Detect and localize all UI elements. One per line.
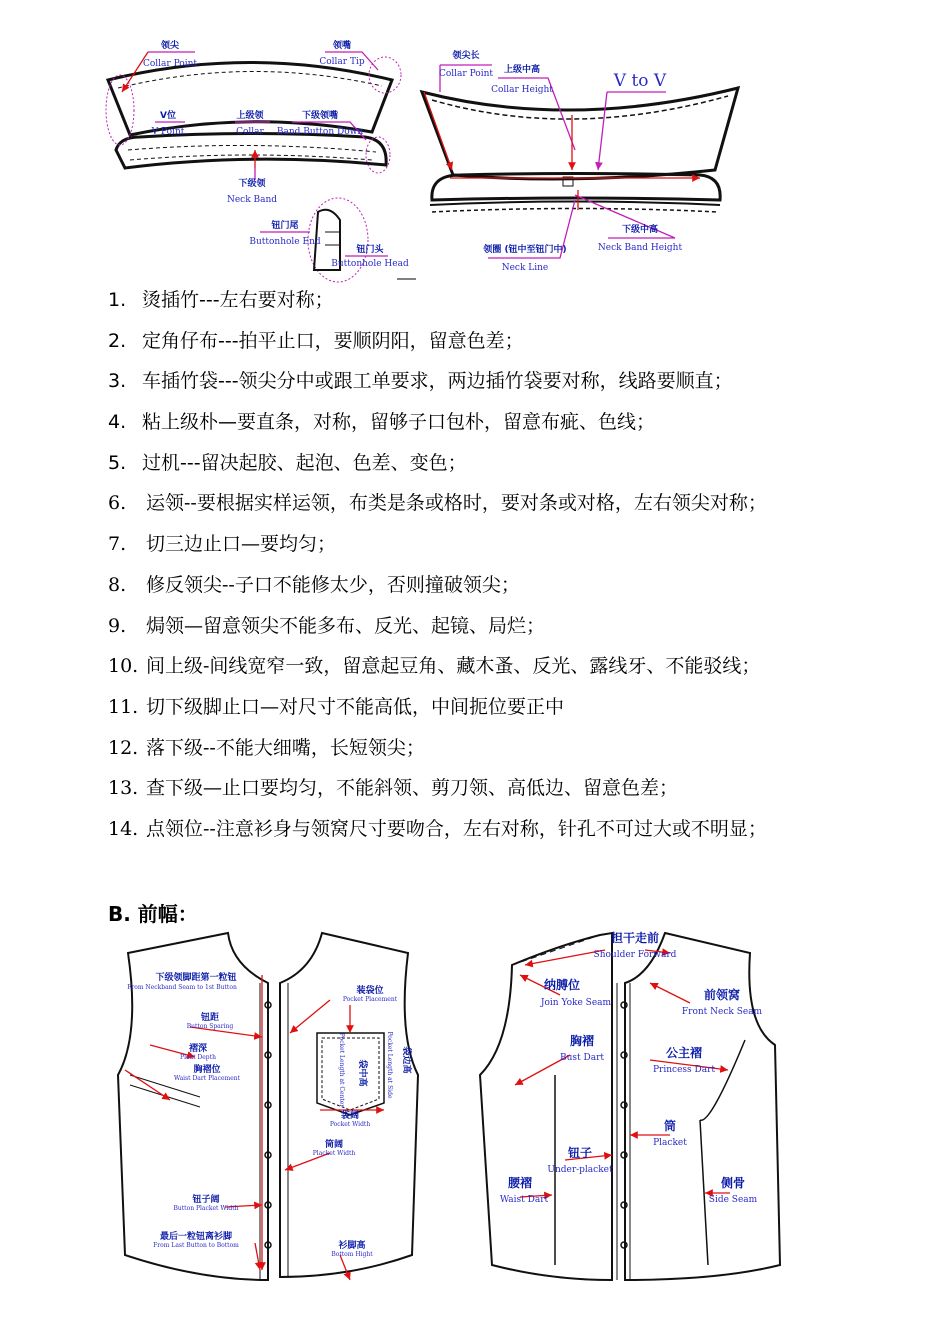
svg-text:Shoulder Forward: Shoulder Forward [593, 950, 677, 960]
step-text: 焗领—留意领尖不能多布、反光、起镜、局烂； [146, 614, 546, 637]
step-number: 1. [108, 289, 127, 311]
svg-text:袋中高: 袋中高 [357, 1059, 367, 1087]
svg-text:下级中高: 下级中高 [621, 225, 659, 235]
step-text: 定角仔布---拍平止口，要顺阴阳，留意色差； [142, 329, 524, 352]
svg-text:Pocket Width: Pocket Width [329, 1121, 371, 1128]
svg-text:From Neckband Seam to 1st Butt: From Neckband Seam to 1st Button [127, 984, 237, 991]
step-item [108, 570, 938, 611]
step-text: 修反领尖--子口不能修太少，否则撞破领尖； [146, 573, 520, 596]
step-item [108, 326, 938, 367]
step-number: 14. [108, 817, 139, 840]
svg-text:Pocket Length at Center: Pocket Length at Center [338, 1032, 345, 1108]
svg-text:筒: 筒 [663, 1119, 677, 1133]
step-text: 粘上级朴—要直条，对称，留够子口包朴，留意布疵、色线； [142, 411, 656, 434]
svg-text:Button Sparing: Button Sparing [186, 1023, 234, 1030]
step-number: 7. [108, 533, 127, 556]
step-item [108, 611, 938, 652]
step-text: 烫插竹---左右要对称； [142, 289, 334, 311]
step-text: 车插竹袋---领尖分中或跟工单要求，两边插竹袋要对称，线路要顺直； [142, 370, 733, 393]
svg-text:领尖长: 领尖长 [452, 51, 480, 61]
svg-text:Collar Point: Collar Point [143, 59, 197, 69]
svg-text:Collar: Collar [236, 127, 264, 137]
svg-text:Waist Dart Placement: Waist Dart Placement [173, 1075, 241, 1082]
svg-text:领嘴: 领嘴 [332, 41, 352, 51]
left-collar-leaders [122, 52, 388, 256]
step-item [108, 692, 938, 733]
svg-text:上级领: 上级领 [236, 111, 264, 121]
step-text: 落下级--不能大细嘴，长短领尖； [146, 736, 425, 759]
svg-text:Band Button Down: Band Button Down [276, 127, 364, 137]
svg-text:最后一粒钮离衫脚: 最后一粒钮离衫脚 [159, 1232, 233, 1242]
step-item [108, 407, 938, 448]
svg-text:装袋位: 装袋位 [356, 986, 384, 996]
svg-text:Button Placket Width: Button Placket Width [173, 1205, 239, 1212]
left-front-labels [127, 971, 413, 1258]
svg-text:Front Neck Seam: Front Neck Seam [681, 1007, 763, 1017]
step-item [108, 448, 938, 489]
svg-text:Princess Dart: Princess Dart [653, 1065, 715, 1075]
step-text: 查下级—止口要均匀，不能斜领、剪刀领、高低边、留意色差； [146, 777, 679, 800]
svg-text:下级领脚距第一粒钮: 下级领脚距第一粒钮 [155, 973, 237, 983]
step-number: 11. [108, 695, 139, 718]
step-item [108, 733, 938, 774]
step-number: 4. [108, 411, 127, 434]
step-item [108, 285, 938, 326]
svg-text:Neck Line: Neck Line [501, 263, 549, 273]
step-text: 点领位--注意衫身与领窝尺寸要吻合，左右对称，针孔不可过大或不明显； [146, 817, 767, 840]
step-number: 13. [108, 777, 139, 800]
step-item [108, 366, 938, 407]
step-number: 9. [108, 614, 127, 637]
svg-text:钮子阔: 钮子阔 [192, 1195, 220, 1205]
svg-text:袋边高: 袋边高 [401, 1046, 411, 1074]
svg-text:公主褶: 公主褶 [665, 1046, 703, 1060]
front-panel-diagram [0, 925, 950, 1344]
right-collar-labels [439, 49, 682, 273]
right-front-labels [500, 930, 763, 1205]
svg-text:Pocket Placement: Pocket Placement [342, 996, 398, 1003]
svg-text:衫脚高: 衫脚高 [338, 1241, 366, 1251]
svg-text:V Point: V Point [151, 127, 185, 137]
svg-text:钮距: 钮距 [200, 1013, 220, 1023]
svg-text:Buttonhole End: Buttonhole End [249, 237, 321, 247]
svg-text:Pleat Depth: Pleat Depth [180, 1054, 216, 1061]
svg-text:下级领嘴: 下级领嘴 [301, 111, 339, 121]
svg-text:筒阔: 筒阔 [324, 1140, 344, 1150]
svg-text:Neck Band Height: Neck Band Height [597, 243, 683, 253]
svg-text:领圈 (钮中至钮门中): 领圈 (钮中至钮门中) [483, 245, 567, 255]
svg-text:侧骨: 侧骨 [720, 1176, 746, 1190]
svg-text:Placket Width: Placket Width [312, 1150, 356, 1157]
svg-text:Under-placket: Under-placket [547, 1165, 613, 1175]
svg-text:腰褶: 腰褶 [507, 1176, 533, 1190]
svg-text:下级领: 下级领 [238, 179, 266, 189]
step-text: 过机---留决起胶、起泡、色差、变色； [142, 451, 467, 474]
right-collar-leaders [424, 65, 700, 258]
svg-text:Placket: Placket [653, 1138, 687, 1148]
svg-text:Collar Height: Collar Height [491, 85, 553, 95]
step-number: 8. [108, 573, 127, 596]
svg-text:Pocket Length at Side: Pocket Length at Side [386, 1031, 393, 1099]
svg-text:担干走前: 担干走前 [610, 931, 660, 945]
svg-text:Join Yoke Seam: Join Yoke Seam [540, 998, 612, 1008]
svg-text:纳膊位: 纳膊位 [543, 978, 581, 992]
collar-diagram [0, 0, 950, 285]
step-item [108, 814, 938, 855]
svg-text:Bust Dart: Bust Dart [559, 1053, 605, 1063]
svg-text:Buttonhole Head: Buttonhole Head [331, 259, 409, 269]
svg-text:上级中高: 上级中高 [503, 65, 541, 75]
step-number: 2. [108, 329, 127, 352]
svg-text:Collar Tip: Collar Tip [319, 57, 365, 67]
step-item [108, 651, 938, 692]
step-number: 10. [108, 655, 139, 678]
svg-text:钮门头: 钮门头 [356, 245, 384, 255]
step-text: 运领--要根据实样运领，布类是条或格时，要对条或对格，左右领尖对称； [146, 492, 767, 515]
step-number: 6. [108, 492, 127, 515]
svg-text:Collar Point: Collar Point [439, 69, 493, 79]
svg-text:褶深: 褶深 [188, 1044, 208, 1054]
section-b-title: B. 前幅： [108, 902, 198, 926]
svg-text:Waist Dart: Waist Dart [499, 1195, 549, 1205]
svg-text:Side Seam: Side Seam [708, 1195, 758, 1205]
svg-text:V to V: V to V [613, 71, 667, 91]
svg-text:袋阔: 袋阔 [340, 1111, 360, 1121]
step-text: 间上级-间线宽窄一致，留意起豆角、藏木蚤、反光、露线牙、不能驳线； [146, 655, 761, 678]
step-item [108, 529, 938, 570]
right-collar-shape [422, 88, 738, 212]
svg-text:From Last Button to Bottom: From Last Button to Bottom [153, 1242, 239, 1249]
step-number: 3. [108, 370, 127, 393]
collar-process-steps [108, 285, 938, 855]
step-number: 5. [108, 451, 127, 474]
step-item [108, 773, 938, 814]
step-text: 切三边止口—要均匀； [146, 533, 337, 556]
svg-text:胸褶: 胸褶 [569, 1034, 595, 1048]
svg-text:领尖: 领尖 [160, 41, 180, 51]
step-number: 12. [108, 736, 139, 759]
svg-text:钮子: 钮子 [567, 1146, 593, 1160]
svg-text:前领窝: 前领窝 [703, 988, 741, 1002]
right-front-shirt [480, 933, 780, 1280]
step-text: 切下级脚止口—对尺寸不能高低，中间扼位要正中 [146, 695, 565, 718]
svg-text:胸褶位: 胸褶位 [193, 1065, 221, 1075]
svg-text:Neck Band: Neck Band [226, 195, 278, 205]
svg-text:钮门尾: 钮门尾 [271, 221, 299, 231]
svg-text:V位: V位 [160, 111, 176, 121]
step-item [108, 488, 938, 529]
svg-text:Bottom Hight: Bottom Hight [331, 1251, 373, 1258]
